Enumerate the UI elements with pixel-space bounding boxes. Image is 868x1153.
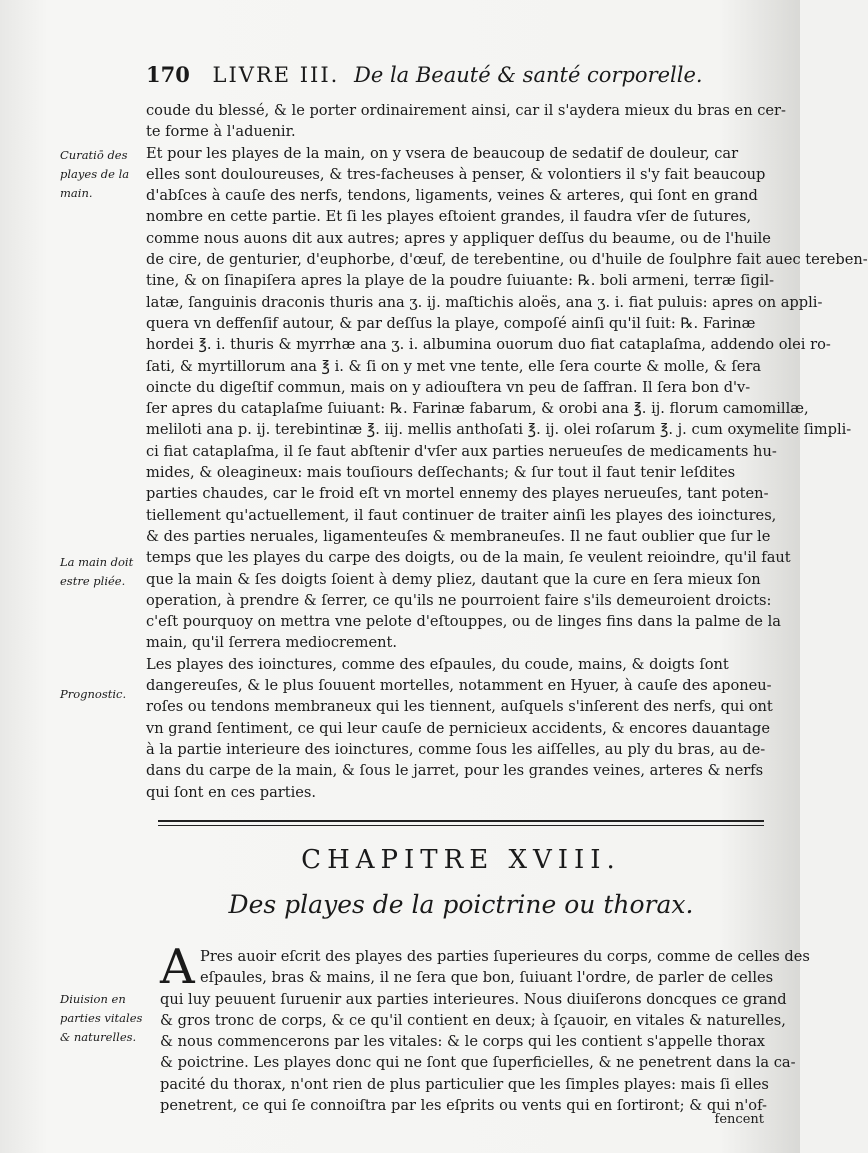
text-line: parties chaudes, car le froid eſt vn mortel ennemy des playes nerueuſes, tant poten-: [146, 485, 769, 503]
text-line: Et pour les playes de la main, on y vsera de beaucoup de sedatif de douleur, car: [146, 144, 739, 162]
text-line: Pres auoir eſcrit des playes des parties ſuperieures du corps, comme de celles des: [200, 948, 810, 965]
chapter-subtitle: Des playes de la poictrine ou thorax.: [228, 890, 694, 919]
text-line: & gros tronc de corps, & ce qu'il contient en deux; à ſçauoir, en vitales & naturelles,: [160, 1011, 786, 1029]
text-line: qui ſont en ces parties.: [146, 783, 317, 801]
text-line: que la main & ſes doigts ſoient à demy pliez, dautant que la cure en ſera mieux ſon: [146, 570, 761, 588]
text-line: d'abſces à cauſe des nerfs, tendons, ligaments, veines & arteres, qui ſont en grand: [146, 187, 758, 205]
margin-note-curation: Curatiō des playes de la main.: [60, 148, 130, 200]
text-line: coude du blessé, & le porter ordinairement ainsi, car il s'aydera mieux du bras en cer-: [146, 102, 786, 119]
text-line: vn grand ſentiment, ce qui leur cauſe de pernicieux accidents, & encores dauantage: [146, 719, 770, 737]
text-line: main, qu'il ſerrera mediocrement.: [146, 634, 397, 652]
text-line: te forme à l'aduenir.: [146, 123, 296, 141]
text-line: quera vn deffenſif autour, & par deſſus la playe, compoſé ainſi qu'il ſuit: ℞. Farinæ: [146, 314, 756, 332]
text-line: de cire, de genturier, d'euphorbe, d'œuf, de terebentine, ou d'huile de ſoulphre fait auec tereben-: [146, 251, 868, 269]
text-line: dangereuſes, & le plus ſouuent mortelles, notamment en Hyuer, à cauſe des aponeu-: [146, 677, 772, 695]
text-line: c'eſt pourquoy on mettra vne pelote d'eſtouppes, ou de linges fins dans la palme de la: [146, 613, 781, 631]
text-line: latæ, ſanguinis draconis thuris ana ʒ. ij. maſtichis aloës, ana ʒ. i. fiat puluis: apres on appli-: [146, 293, 823, 311]
text-line: temps que les playes du carpe des doigts, ou de la main, ſe veulent reioindre, qu'il faut: [146, 549, 791, 567]
text-line: nombre en cette partie. Et ſi les playes eſtoient grandes, il faudra vſer de ſutures,: [146, 208, 752, 226]
text-line: eſpaules, bras & mains, il ne ſera que bon, ſuiuant l'ordre, de parler de celles: [200, 969, 774, 987]
text-line: tine, & on ſinapiſera apres la playe de la poudre ſuiuante: ℞. boli armeni, terræ ſigil-: [146, 272, 775, 290]
text-line: penetrent, ce qui ſe connoiſtra par les eſprits ou vents qui en ſortiront; & qui n'of-: [160, 1097, 767, 1115]
margin-note-main-pliee: La main doit estre pliée.: [60, 555, 134, 588]
text-line: ſer apres du cataplaſme ſuiuant: ℞. Farinæ fabarum, & orobi ana ℥. ij. florum camomillæ,: [146, 400, 809, 418]
text-line: operation, à prendre & ſerrer, ce qu'ils ne pourroient faire s'ils demeuroient droicts:: [146, 591, 772, 609]
chapter-rule: [158, 820, 764, 826]
text-line: dans du carpe de la main, & ſous le jarret, pour les grandes veines, arteres & nerfs: [146, 762, 764, 780]
text-line: ci fiat cataplaſma, il ſe faut abſtenir d'vſer aux parties nerueuſes de medicaments hu-: [146, 442, 777, 460]
text-line: qui luy peuuent ſuruenir aux parties interieures. Nous diuiſerons doncques ce grand: [160, 990, 787, 1008]
margin-note-division: Diuision en parties vitales & naturelles.: [60, 992, 143, 1044]
text-line: Les playes des ioinctures, comme des eſpaules, du coude, mains, & doigts ſont: [146, 655, 729, 673]
body-text-section-1: [146, 100, 868, 803]
margin-note-prognostic: Prognostic.: [60, 687, 127, 701]
text-line: meliloti ana p. ij. terebintinæ ℥. iij. mellis anthoſati ℥. ij. olei roſarum ℥. j. cum oxymelite ſimpli-: [146, 421, 852, 439]
chapter-heading: CHAPITRE XVIII.: [301, 845, 621, 875]
text-line: ſati, & myrtillorum ana ℥ i. & ſi on y met vne tente, elle ſera courte & molle, & ſera: [146, 357, 762, 375]
catchword: fencent: [714, 1112, 764, 1127]
body-text-section-2: [160, 946, 810, 1116]
text-line: comme nous auons dit aux autres; apres y appliquer deſſus du beaume, ou de l'huile: [146, 229, 771, 247]
running-header: [146, 62, 766, 87]
text-line: & poictrine. Les playes donc qui ne ſont que ſuperficielles, & ne penetrent dans la ca-: [160, 1054, 796, 1072]
text-line: à la partie interieure des ioinctures, comme ſous les aiſſelles, au ply du bras, au de-: [146, 740, 766, 758]
text-line: elles sont douloureuses, & tres-facheuses à penser, & volontiers il s'y fait beaucoup: [146, 165, 766, 183]
text-line: tiellement qu'actuellement, il faut continuer de traiter ainſi les playes des ioinctures,: [146, 506, 777, 524]
text-line: mides, & oleagineux: mais touſiours deſſechants; & ſur tout il faut tenir leſdites: [146, 464, 736, 482]
drop-capital: A: [160, 939, 195, 995]
text-line: pacité du thorax, n'ont rien de plus particulier que les ſimples playes: mais ſi elles: [160, 1075, 769, 1093]
text-line: hordei ℥. i. thuris & myrrhæ ana ʒ. i. albumina ouorum duo fiat cataplaſma, addendo olei ro-: [146, 336, 831, 354]
text-line: & des parties neruales, ligamenteuſes & membraneuſes. Il ne faut oublier que ſur le: [146, 527, 771, 545]
book-part: LIVRE III.: [212, 63, 340, 87]
text-line: roſes ou tendons membraneux qui les tiennent, auſquels s'inſerent des nerfs, qui ont: [146, 698, 773, 716]
page-number: 170: [146, 62, 190, 87]
text-line: oincte du digeſtif commun, mais on y adiouſtera vn peu de ſaffran. Il ſera bon d'v-: [146, 378, 751, 396]
text-line: & nous commencerons par les vitales: & le corps qui les contient s'appelle thorax: [160, 1033, 766, 1051]
running-title: De la Beauté & santé corporelle.: [354, 63, 703, 87]
